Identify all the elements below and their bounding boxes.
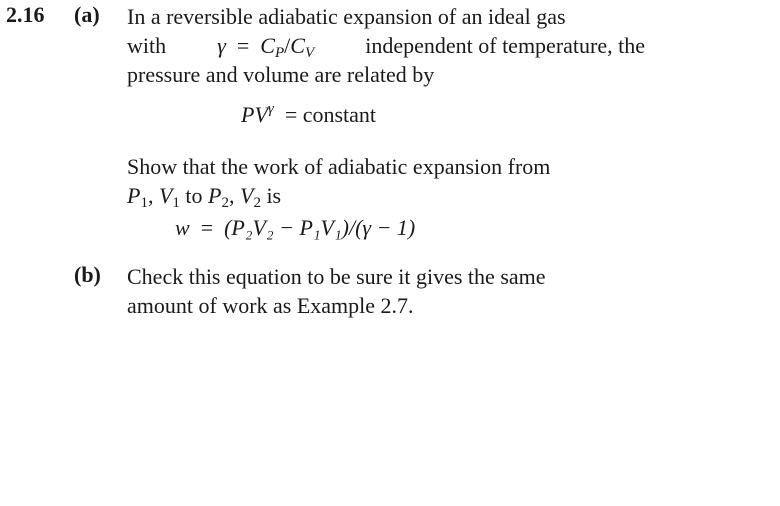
adiabatic-equation: $PV^\gamma$ = constant	[241, 101, 377, 127]
problem-number: 2.16	[6, 2, 45, 27]
show-line-1: Show that the work of adiabatic expansion from	[127, 154, 551, 179]
part-a-show	[127, 152, 645, 210]
gamma-definition: $\gamma = C_P/C_V$	[217, 33, 315, 61]
part-b-line-2: amount of work as Example 2.7.	[127, 293, 414, 318]
part-b-label: (b)	[74, 262, 101, 287]
intro-line-2-rest: independent of temperature, the	[365, 33, 645, 58]
part-a-label: (a)	[74, 2, 100, 27]
part-b-line-1: Check this equation to be sure it gives the same	[127, 264, 546, 289]
part-b-text	[127, 262, 645, 320]
intro-line-2	[127, 31, 645, 60]
show-line-2: $P_1$, $V_1$ to $P_2$, $V_2$ is	[127, 183, 282, 211]
intro-line-1: In a reversible adiabatic expansion of an ideal gas	[127, 4, 566, 29]
part-a-intro	[127, 2, 645, 89]
intro-line-2-with: with	[127, 33, 167, 58]
work-equation: w = (P₂V₂ − P₁V₁)/(γ − 1)	[175, 215, 416, 240]
intro-line-3: pressure and volume are related by	[127, 62, 435, 87]
